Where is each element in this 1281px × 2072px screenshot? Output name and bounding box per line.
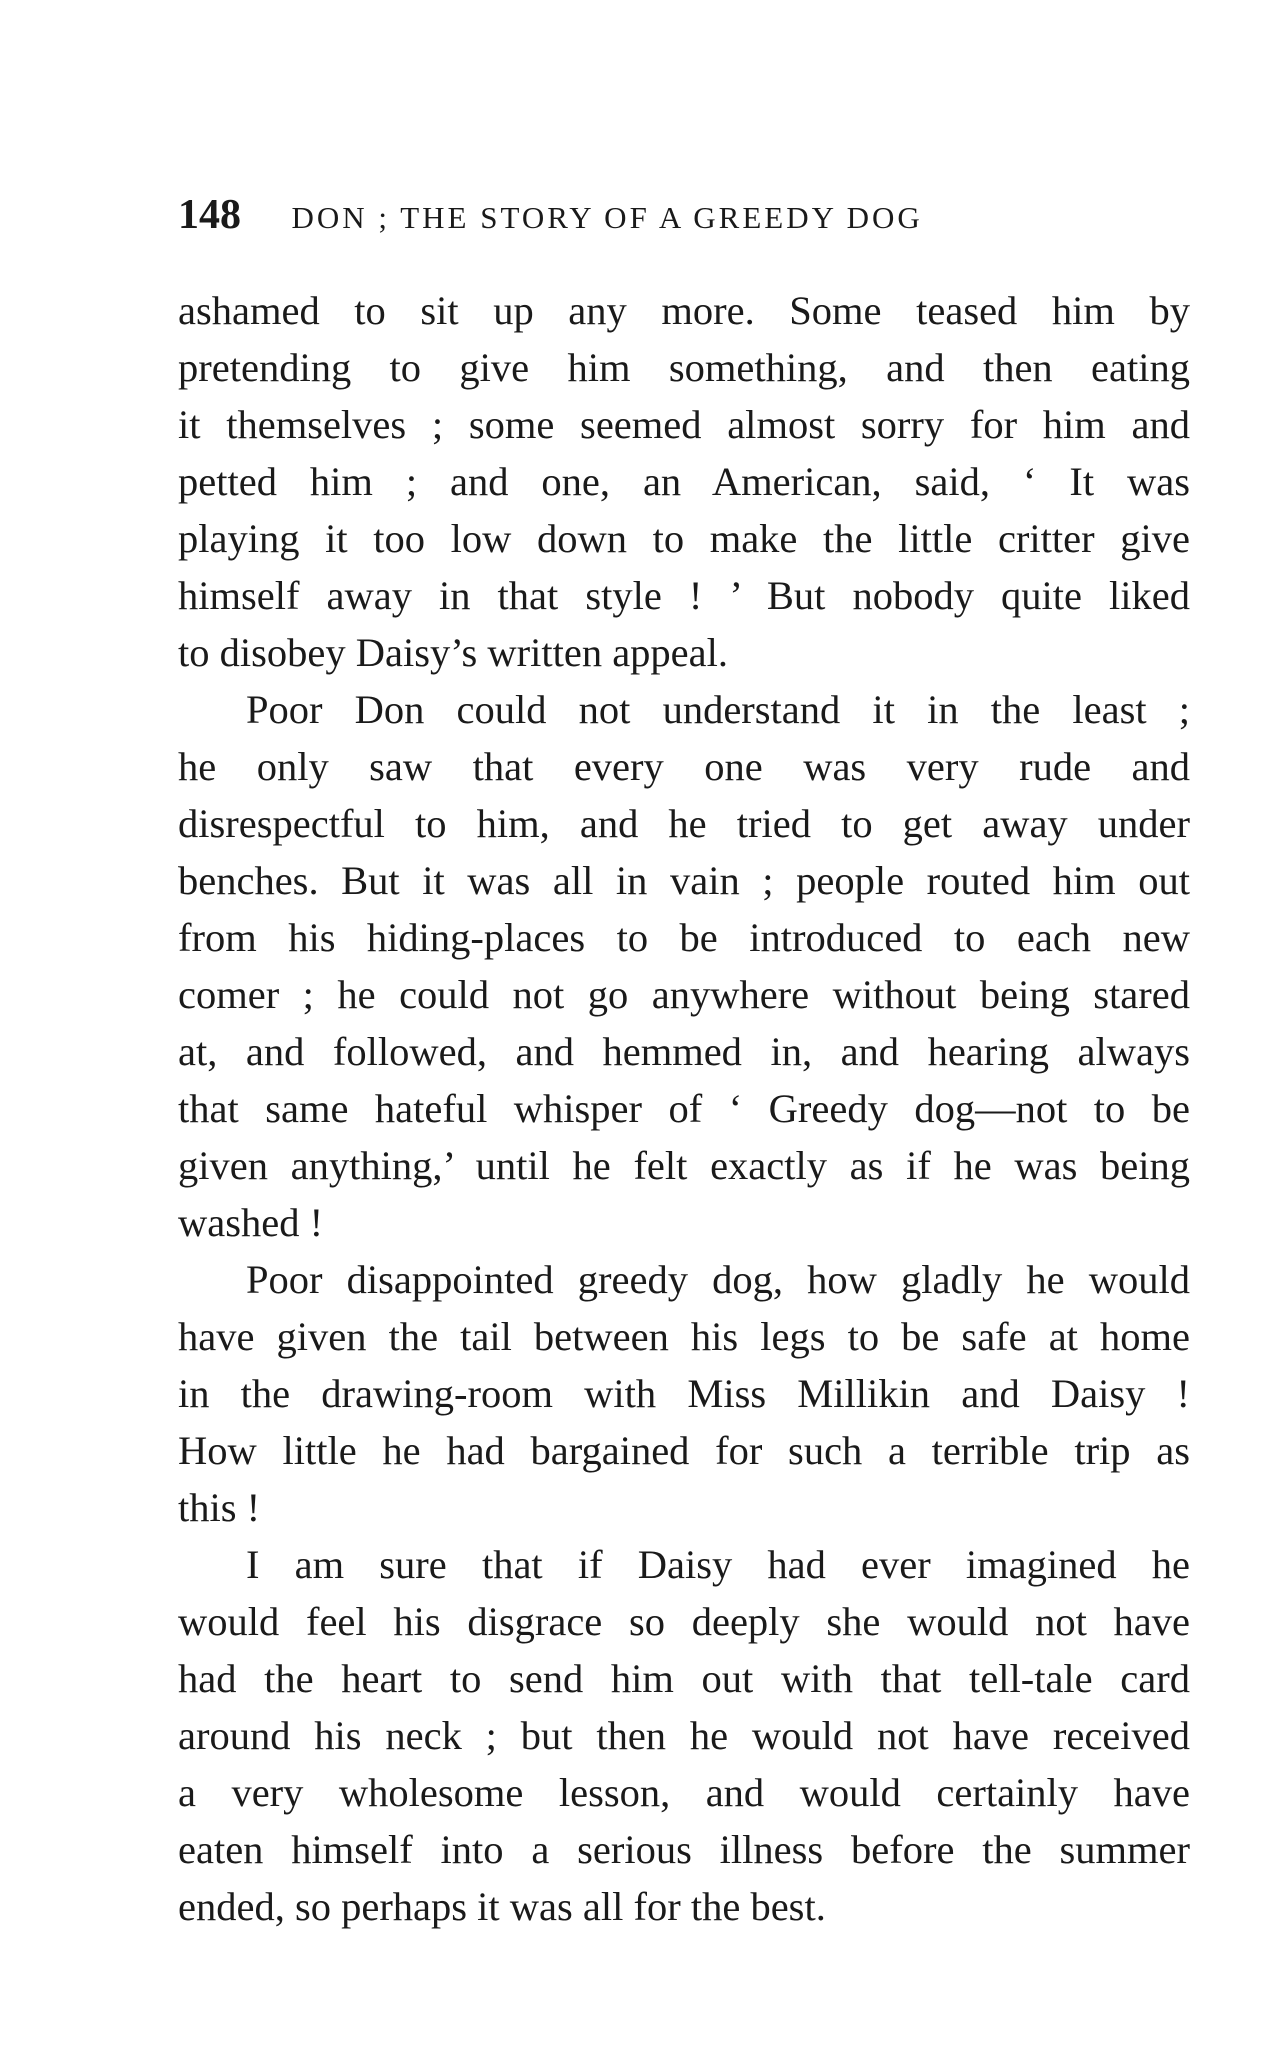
page-number: 148 [178,192,241,238]
text-line: at, and followed, and hemmed in, and hearing always [178,1029,1190,1074]
text-line: have given the tail between his legs to be safe at home [178,1314,1190,1359]
text-line: petted him ; and one, an American, said, ‘ It was [178,459,1190,504]
text-line: this ! [178,1485,261,1530]
text-line: Poor Don could not understand it in the least ; [246,687,1190,732]
text-line: he only saw that every one was very rude and [178,744,1190,789]
text-line: benches. But it was all in vain ; people routed him out [178,858,1190,903]
text-line: ended, so perhaps it was all for the best. [178,1884,826,1929]
text-line: it themselves ; some seemed almost sorry for him and [178,402,1190,447]
text-line: pretending to give him something, and then eating [178,345,1190,390]
text-line: washed ! [178,1200,324,1245]
text-line: in the drawing-room with Miss Millikin and Daisy ! [178,1371,1190,1416]
text-line: a very wholesome lesson, and would certainly have [178,1770,1190,1815]
text-line: himself away in that style ! ’ But nobody quite liked [178,573,1190,618]
text-line: playing it too low down to make the little critter give [178,516,1190,561]
text-line: to disobey Daisy’s written appeal. [178,630,729,675]
paragraph-1 [178,282,1190,681]
text-line: I am sure that if Daisy had ever imagined he [246,1542,1190,1587]
text-line: disrespectful to him, and he tried to get away under [178,801,1190,846]
text-line: from his hiding-places to be introduced to each new [178,915,1190,960]
text-line: around his neck ; but then he would not have received [178,1713,1190,1758]
paragraph-4 [178,1536,1190,1935]
text-line: How little he had bargained for such a terrible trip as [178,1428,1190,1473]
running-head [178,190,1188,240]
text-line: comer ; he could not go anywhere without being stared [178,972,1190,1017]
text-line: would feel his disgrace so deeply she would not have [178,1599,1190,1644]
text-line: Poor disappointed greedy dog, how gladly he would [246,1257,1190,1302]
body-text [178,282,1190,1935]
paragraph-2 [178,681,1190,1251]
running-title: DON ; THE STORY OF A GREEDY DOG [291,200,923,235]
text-line: given anything,’ until he felt exactly as if he was being [178,1143,1190,1188]
text-line: that same hateful whisper of ‘ Greedy dog—not to be [178,1086,1190,1131]
text-line: ashamed to sit up any more. Some teased him by [178,288,1190,333]
text-line: had the heart to send him out with that tell-tale card [178,1656,1190,1701]
paragraph-3 [178,1251,1190,1536]
text-line: eaten himself into a serious illness before the summer [178,1827,1190,1872]
